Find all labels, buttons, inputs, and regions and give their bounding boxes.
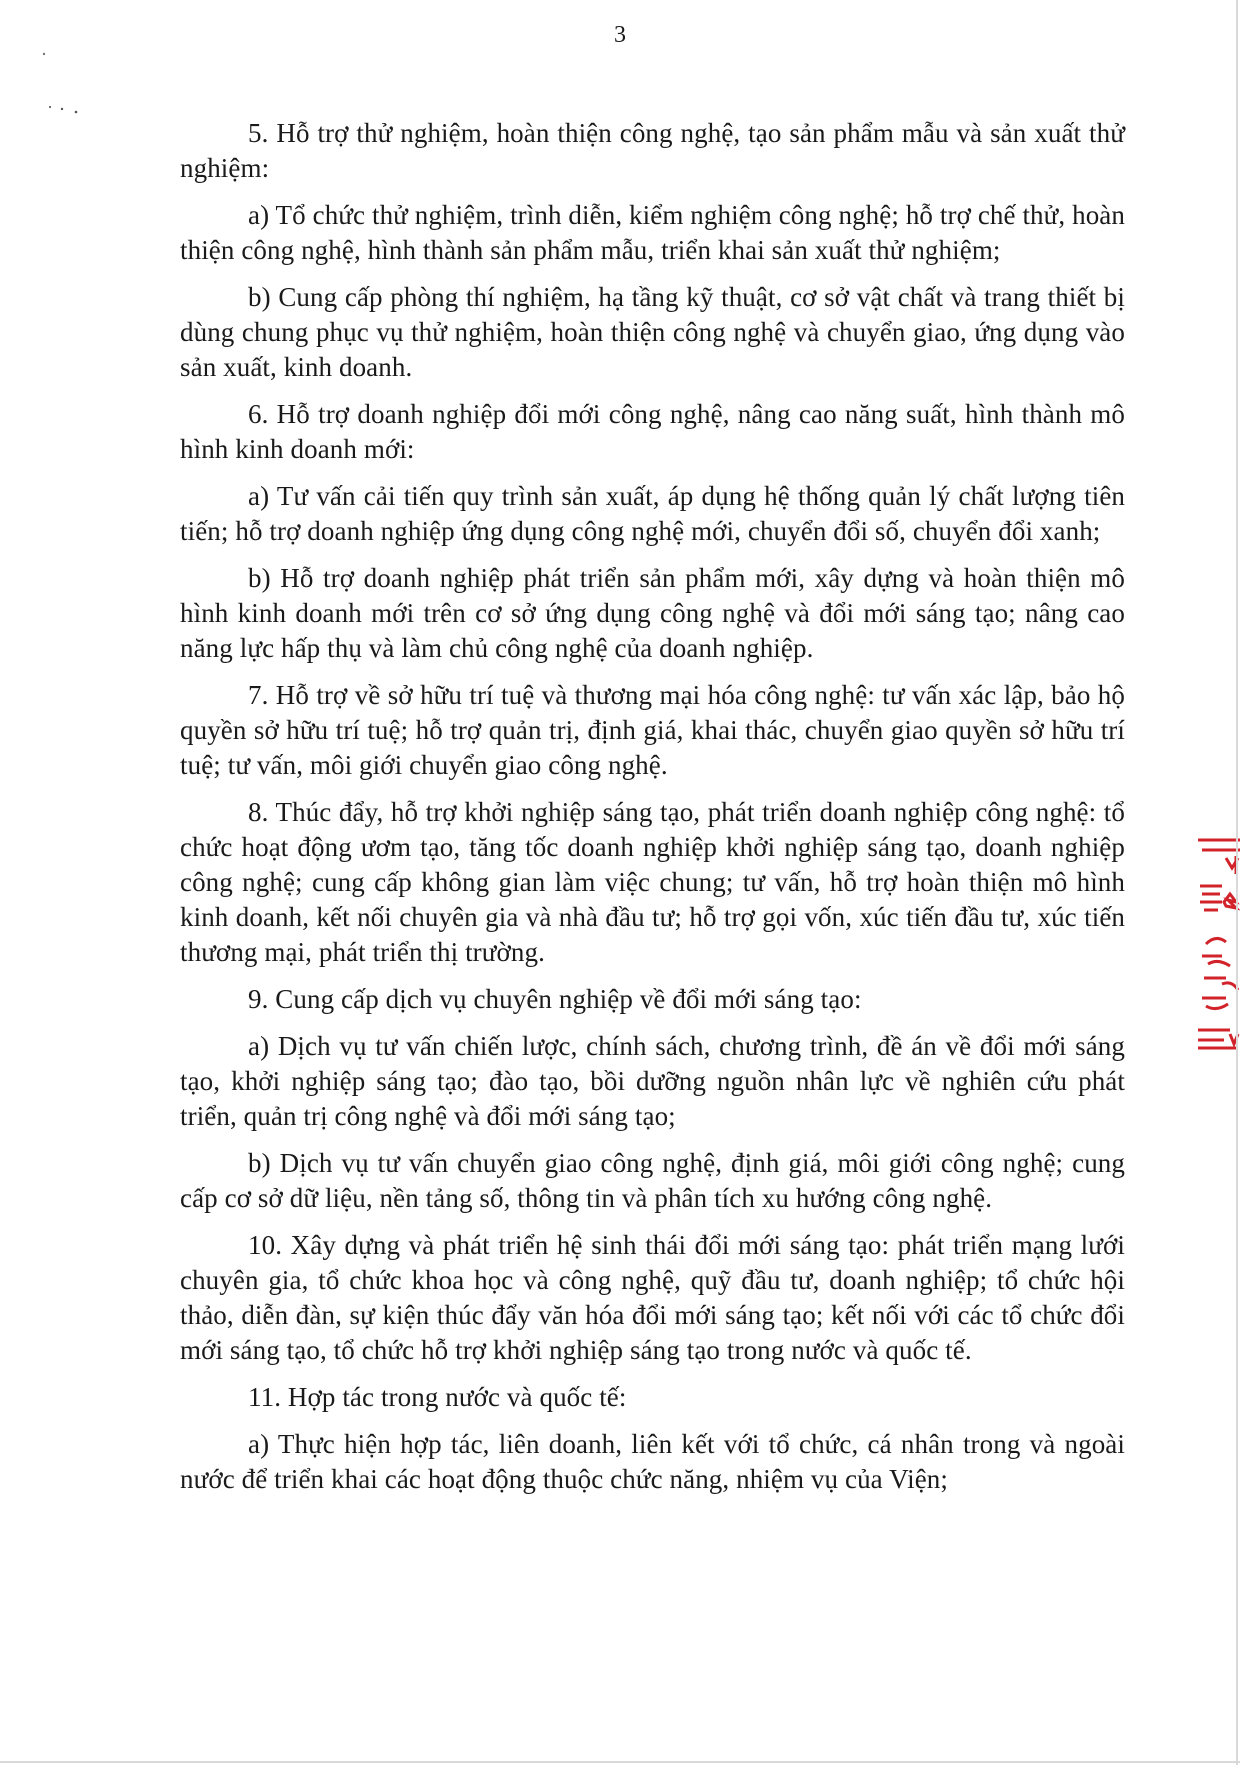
paragraph-section-10: 10. Xây dựng và phát triển hệ sinh thái đổi mới sáng tạo: phát triển mạng lưới chuyên gia, tổ chức khoa học và công nghệ, quỹ đầu tư, doanh nghiệp; tổ chức hội thảo, diễn đàn, sự kiện thúc đẩy văn hóa đổi mới sáng tạo; kết nối với các tổ chức đổi mới sáng tạo, tổ chức hỗ trợ khởi nghiệp sáng tạo trong nước và quốc tế.	[180, 1230, 1125, 1365]
paragraph-section-9: 9. Cung cấp dịch vụ chuyên nghiệp về đổi mới sáng tạo:	[248, 984, 862, 1014]
paragraph-section-5: 5. Hỗ trợ thử nghiệm, hoàn thiện công nghệ, tạo sản phẩm mẫu và sản xuất thử nghiệm:	[180, 118, 1125, 183]
paragraph-section-6: 6. Hỗ trợ doanh nghiệp đổi mới công nghệ, nâng cao năng suất, hình thành mô hình kinh doanh mới:	[180, 399, 1125, 464]
scan-specks	[40, 50, 100, 120]
document-body	[180, 116, 1125, 1507]
paragraph-section-11: 11. Hợp tác trong nước và quốc tế:	[248, 1382, 627, 1412]
paragraph-section-9b: b) Dịch vụ tư vấn chuyển giao công nghệ, định giá, môi giới công nghệ; cung cấp cơ sở dữ liệu, nền tảng số, thông tin và phân tích xu hướng công nghệ.	[180, 1148, 1125, 1213]
scan-right-edge	[1236, 0, 1238, 1765]
page-number: 3	[614, 22, 626, 48]
paragraph-section-6b: b) Hỗ trợ doanh nghiệp phát triển sản phẩm mới, xây dựng và hoàn thiện mô hình kinh doanh mới trên cơ sở ứng dụng công nghệ và đổi mới sáng tạo; nâng cao năng lực hấp thụ và làm chủ công nghệ của doanh nghiệp.	[180, 563, 1125, 663]
red-seal-stamp-edge	[1196, 834, 1240, 1064]
scan-bottom-edge	[0, 1761, 1240, 1763]
paragraph-section-9a: a) Dịch vụ tư vấn chiến lược, chính sách, chương trình, đề án về đổi mới sáng tạo, khởi nghiệp sáng tạo; đào tạo, bồi dưỡng nguồn nhân lực về nghiên cứu phát triển, quản trị công nghệ và đổi mới sáng tạo;	[180, 1031, 1125, 1131]
paragraph-section-6a: a) Tư vấn cải tiến quy trình sản xuất, áp dụng hệ thống quản lý chất lượng tiên tiến; hỗ trợ doanh nghiệp ứng dụng công nghệ mới, chuyển đổi số, chuyển đổi xanh;	[180, 481, 1125, 546]
paragraph-section-11a: a) Thực hiện hợp tác, liên doanh, liên kết với tổ chức, cá nhân trong và ngoài nước để triển khai các hoạt động thuộc chức năng, nhiệm vụ của Viện;	[180, 1429, 1125, 1494]
paragraph-section-5b: b) Cung cấp phòng thí nghiệm, hạ tầng kỹ thuật, cơ sở vật chất và trang thiết bị dùng chung phục vụ thử nghiệm, hoàn thiện công nghệ và chuyển giao, ứng dụng vào sản xuất, kinh doanh.	[180, 282, 1125, 382]
paragraph-section-8: 8. Thúc đẩy, hỗ trợ khởi nghiệp sáng tạo, phát triển doanh nghiệp công nghệ: tổ chức hoạt động ươm tạo, tăng tốc doanh nghiệp khởi nghiệp sáng tạo, doanh nghiệp công nghệ; cung cấp không gian làm việc chung; tư vấn, hỗ trợ hoàn thiện mô hình kinh doanh, kết nối chuyên gia và nhà đầu tư; hỗ trợ gọi vốn, xúc tiến đầu tư, xúc tiến thương mại, phát triển thị trường.	[180, 797, 1125, 967]
paragraph-section-5a: a) Tổ chức thử nghiệm, trình diễn, kiểm nghiệm công nghệ; hỗ trợ chế thử, hoàn thiện công nghệ, hình thành sản phẩm mẫu, triển khai sản xuất thử nghiệm;	[180, 200, 1125, 265]
paragraph-section-7: 7. Hỗ trợ về sở hữu trí tuệ và thương mại hóa công nghệ: tư vấn xác lập, bảo hộ quyền sở hữu trí tuệ; hỗ trợ quản trị, định giá, khai thác, chuyển giao quyền sở hữu trí tuệ; tư vấn, môi giới chuyển giao công nghệ.	[180, 680, 1125, 780]
